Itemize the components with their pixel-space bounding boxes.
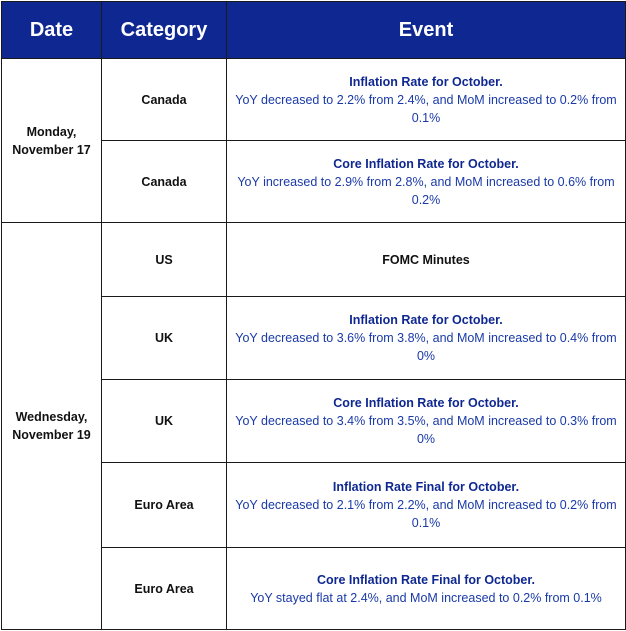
table-row — [2, 59, 626, 141]
event-title: FOMC Minutes — [382, 252, 470, 267]
table-row — [2, 223, 626, 297]
category-cell: UK — [102, 297, 227, 380]
economic-calendar-table — [1, 1, 626, 630]
date-cell: Monday, November 17 — [2, 59, 102, 223]
event-description: YoY decreased to 2.1% from 2.2%, and MoM increased to 0.2% from 0.1% — [235, 498, 617, 530]
category-cell: US — [102, 223, 227, 297]
header-category: Category — [102, 2, 227, 59]
event-description: YoY decreased to 3.4% from 3.5%, and MoM increased to 0.3% from 0% — [235, 414, 617, 446]
header-row — [2, 2, 626, 59]
event-description: YoY decreased to 2.2% from 2.4%, and MoM increased to 0.2% from 0.1% — [235, 92, 617, 125]
event-title: Inflation Rate for October. — [349, 74, 503, 89]
event-description: YoY increased to 2.9% from 2.8%, and MoM increased to 0.6% from 0.2% — [237, 174, 615, 207]
event-title: Core Inflation Rate Final for October. — [316, 572, 536, 587]
event-description: YoY decreased to 3.6% from 3.8%, and MoM increased to 0.4% from 0% — [235, 331, 617, 363]
event-cell — [227, 223, 626, 297]
event-title: Inflation Rate for October. — [349, 313, 503, 327]
event-cell — [227, 380, 626, 463]
event-title: Core Inflation Rate for October. — [333, 156, 519, 171]
category-cell: Canada — [102, 59, 227, 141]
event-cell — [227, 297, 626, 380]
event-cell — [227, 463, 626, 548]
category-cell: UK — [102, 380, 227, 463]
date-cell: Wednesday, November 19 — [2, 223, 102, 630]
header-date: Date — [2, 2, 102, 59]
header-event: Event — [227, 2, 626, 59]
category-cell: Euro Area — [102, 548, 227, 630]
event-title: Core Inflation Rate for October. — [333, 396, 519, 410]
event-cell — [227, 141, 626, 223]
category-cell: Canada — [102, 141, 227, 223]
category-cell: Euro Area — [102, 463, 227, 548]
event-description: YoY stayed flat at 2.4%, and MoM increased to 0.2% from 0.1% — [250, 590, 602, 605]
event-cell — [227, 59, 626, 141]
event-cell — [227, 548, 626, 630]
event-title: Inflation Rate Final for October. — [332, 480, 520, 494]
